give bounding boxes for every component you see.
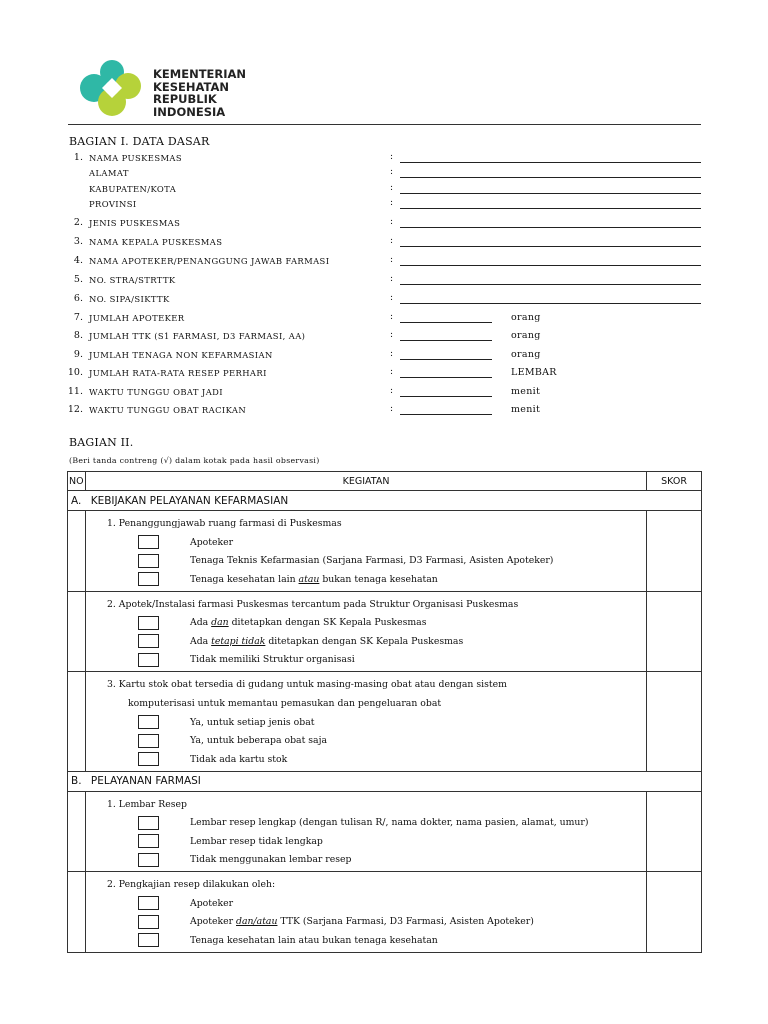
logo-line-4: INDONESIA — [153, 104, 226, 119]
form-row-unit: menit — [511, 386, 541, 397]
table-row-b1 — [68, 791, 702, 872]
form-row-colon: : — [390, 198, 394, 208]
score-cell-a3[interactable] — [647, 672, 702, 772]
checkbox-a3-3[interactable] — [138, 752, 159, 766]
question-a3-line2: komputerisasi untuk memantau pemasukan dan pengeluaran obat — [127, 698, 442, 709]
form-row-input-line[interactable] — [400, 193, 701, 194]
form-row-label: JUMLAH RATA-RATA RESEP PERHARI — [89, 368, 267, 378]
form-row-label: JENIS PUSKESMAS — [89, 218, 181, 228]
form-row-label: NAMA KEPALA PUSKESMAS — [89, 237, 223, 247]
form-row-input-line[interactable] — [400, 246, 701, 247]
option-b1-1: Lembar resep lengkap (dengan tulisan R/, nama dokter, nama pasien, alamat, umur) — [189, 817, 589, 829]
checkbox-b2-2[interactable] — [138, 915, 159, 929]
option-a2-3: Tidak memiliki Struktur organisasi — [189, 654, 355, 666]
checkbox-a2-1[interactable] — [138, 616, 159, 630]
section-a-letter: A. — [71, 494, 82, 507]
part1-title: BAGIAN I. DATA DASAR — [69, 135, 210, 148]
section-a-title: KEBIJAKAN PELAYANAN KEFARMASIAN — [90, 494, 289, 507]
option-a2-2: Ada tetapi tidak ditetapkan dengan SK Kepala Puskesmas — [189, 635, 464, 647]
score-cell-a1[interactable] — [647, 511, 702, 592]
form-row-input-line[interactable] — [400, 340, 492, 341]
form-row-colon: : — [390, 183, 394, 193]
section-a-row — [68, 491, 702, 511]
table-header-row — [68, 472, 702, 491]
option-a3-1: Ya, untuk setiap jenis obat — [189, 716, 315, 728]
question-b1: 1. Lembar Resep — [106, 798, 187, 810]
form-row-label: WAKTU TUNGGU OBAT JADI — [89, 387, 223, 397]
form-row-number: 2. — [73, 217, 83, 228]
form-row-label: JUMLAH APOTEKER — [89, 313, 185, 323]
checkbox-a1-3[interactable] — [138, 572, 159, 586]
form-row-input-line[interactable] — [400, 162, 701, 163]
part2-title: BAGIAN II. — [69, 436, 134, 449]
logo-line-2: KESEHATAN — [153, 79, 230, 94]
form-row-colon: : — [390, 367, 394, 377]
form-row-colon: : — [390, 386, 394, 396]
checkbox-b1-3[interactable] — [138, 853, 159, 867]
logo-line-3: REPUBLIK — [153, 92, 217, 106]
col-activity-header: KEGIATAN — [85, 472, 646, 491]
form-row-input-line[interactable] — [400, 284, 701, 285]
form-row-number: 12. — [67, 404, 83, 415]
option-b2-3: Tenaga kesehatan lain atau bukan tenaga kesehatan — [189, 934, 438, 946]
question-a1: 1. Penanggungjawab ruang farmasi di Puskesmas — [106, 518, 342, 529]
checkbox-a1-1[interactable] — [138, 535, 159, 549]
option-a1-3: Tenaga kesehatan lain atau bukan tenaga kesehatan — [189, 573, 438, 585]
form-row-unit: orang — [511, 312, 541, 323]
checkbox-b2-1[interactable] — [138, 896, 159, 910]
score-cell-b2[interactable] — [647, 872, 702, 953]
form-row-label: WAKTU TUNGGU OBAT RACIKAN — [89, 405, 247, 415]
checkbox-b1-2[interactable] — [138, 834, 159, 848]
form-row-number: 9. — [73, 349, 83, 360]
form-row-number: 6. — [73, 293, 83, 304]
form-row-number: 3. — [73, 236, 83, 247]
option-b1-3: Tidak menggunakan lembar resep — [189, 854, 352, 866]
form-row-label: NAMA APOTEKER/PENANGGUNG JAWAB FARMASI — [89, 256, 330, 266]
option-a1-1: Apoteker — [189, 536, 234, 548]
form-row-colon: : — [390, 312, 394, 322]
form-row-input-line[interactable] — [400, 177, 701, 178]
option-a3-3: Tidak ada kartu stok — [189, 753, 288, 765]
option-a2-1: Ada dan ditetapkan dengan SK Kepala Puskesmas — [189, 617, 427, 629]
form-row-colon: : — [390, 236, 394, 246]
table-row-b2 — [68, 872, 702, 953]
header-divider — [68, 124, 701, 125]
form-row-number: 5. — [73, 274, 83, 285]
question-b2: 2. Pengkajian resep dilakukan oleh: — [106, 879, 276, 890]
checkbox-a2-2[interactable] — [138, 634, 159, 648]
score-cell-b1[interactable] — [647, 791, 702, 872]
form-row-input-line[interactable] — [400, 322, 492, 323]
form-row-input-line[interactable] — [400, 265, 701, 266]
form-row-colon: : — [390, 293, 394, 303]
checkbox-b1-1[interactable] — [138, 816, 159, 830]
form-row-label: ALAMAT — [89, 168, 129, 178]
col-no-header: NO — [68, 472, 86, 491]
score-cell-a2[interactable] — [647, 591, 702, 672]
form-row-unit: orang — [511, 349, 541, 360]
table-row-a3 — [68, 672, 702, 772]
question-a2: 2. Apotek/Instalasi farmasi Puskesmas tercantum pada Struktur Organisasi Puskesmas — [106, 598, 519, 610]
form-row-number: 1. — [73, 152, 83, 163]
section-b-letter: B. — [71, 775, 82, 787]
logo-emblem-icon — [80, 60, 141, 116]
option-b2-2: Apoteker dan/atau TTK (Sarjana Farmasi, D3 Farmasi, Asisten Apoteker) — [189, 916, 534, 928]
form-row-colon: : — [390, 167, 394, 177]
form-row-input-line[interactable] — [400, 377, 492, 378]
checkbox-b2-3[interactable] — [138, 933, 159, 947]
form-row-input-line[interactable] — [400, 208, 701, 209]
form-row-number: 10. — [67, 367, 83, 378]
form-row-input-line[interactable] — [400, 359, 492, 360]
checkbox-a1-2[interactable] — [138, 554, 159, 568]
form-row-input-line[interactable] — [400, 227, 701, 228]
form-row-colon: : — [390, 330, 394, 340]
form-row-input-line[interactable] — [400, 303, 701, 304]
observation-table — [67, 471, 702, 953]
form-row-colon: : — [390, 255, 394, 265]
form-row-unit: menit — [511, 404, 541, 415]
form-row-label: JUMLAH TTK (S1 FARMASI, D3 FARMASI, AA) — [89, 331, 306, 341]
form-row-number: 8. — [73, 330, 83, 341]
option-a3-2: Ya, untuk beberapa obat saja — [189, 735, 328, 747]
form-row-number: 4. — [73, 255, 83, 266]
form-row-colon: : — [390, 274, 394, 284]
form-row-unit: LEMBAR — [511, 367, 557, 378]
form-row-colon: : — [390, 349, 394, 359]
section-b-title: PELAYANAN FARMASI — [90, 775, 201, 787]
form-row-label: NAMA PUSKESMAS — [89, 153, 183, 163]
table-row-a1 — [68, 511, 702, 592]
form-row-colon: : — [390, 404, 394, 414]
checkbox-a3-2[interactable] — [138, 734, 159, 748]
col-score-header: SKOR — [647, 472, 702, 491]
option-b2-1: Apoteker — [189, 897, 234, 909]
form-row-label: NO. STRA/STRTTK — [89, 275, 176, 285]
logo-text — [153, 68, 246, 118]
table-row-a2 — [68, 591, 702, 672]
part2-instruction: (Beri tanda contreng (√) dalam kotak pada hasil observasi) — [69, 456, 320, 465]
form-row-label: NO. SIPA/SIKTTK — [89, 294, 170, 304]
form-row-colon: : — [390, 152, 394, 162]
checkbox-a2-3[interactable] — [138, 653, 159, 667]
option-b1-2: Lembar resep tidak lengkap — [189, 835, 323, 847]
form-row-input-line[interactable] — [400, 414, 492, 415]
form-row-unit: orang — [511, 330, 541, 341]
question-a3-line1: 3. Kartu stok obat tersedia di gudang untuk masing-masing obat atau dengan sistem — [106, 679, 507, 690]
form-row-label: KABUPATEN/KOTA — [89, 184, 177, 194]
form-row-number: 7. — [73, 312, 83, 323]
section-b-row — [68, 771, 702, 791]
checkbox-a3-1[interactable] — [138, 715, 159, 729]
form-row-label: JUMLAH TENAGA NON KEFARMASIAN — [89, 350, 273, 360]
logo-line-1: KEMENTERIAN — [153, 67, 247, 81]
form-row-number: 11. — [67, 386, 83, 397]
form-row-colon: : — [390, 217, 394, 227]
option-a1-2: Tenaga Teknis Kefarmasian (Sarjana Farmasi, D3 Farmasi, Asisten Apoteker) — [189, 555, 554, 567]
form-row-label: PROVINSI — [89, 199, 137, 209]
form-row-input-line[interactable] — [400, 396, 492, 397]
